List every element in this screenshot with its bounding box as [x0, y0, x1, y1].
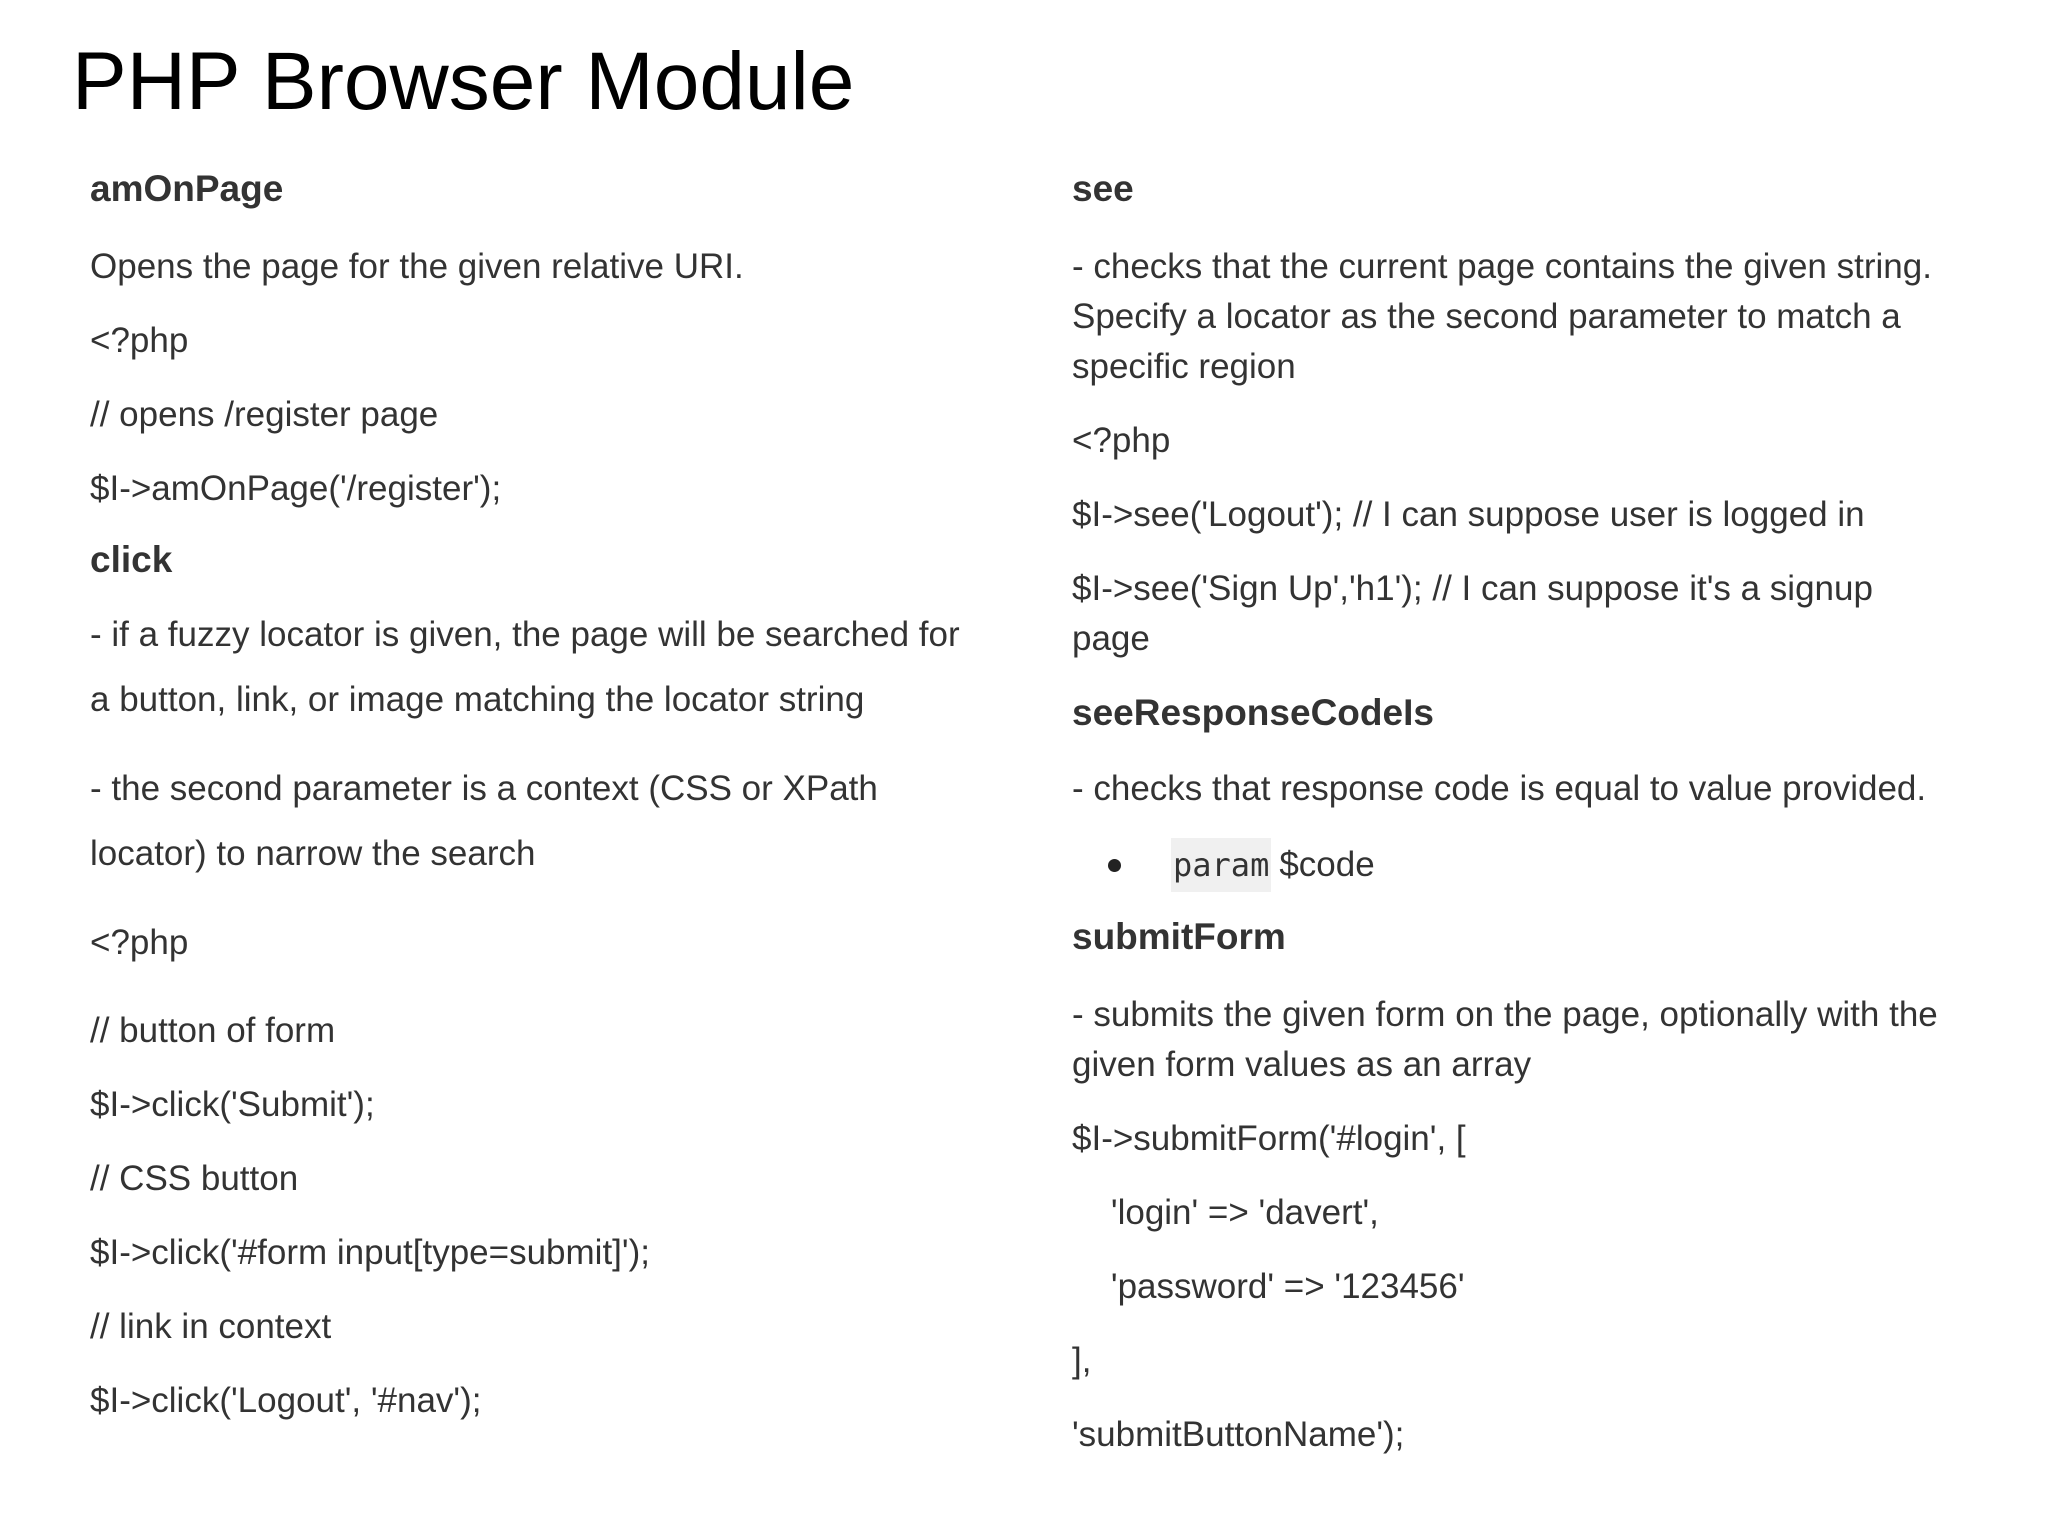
code-line: $I->see('Logout'); // I can suppose user is logged in	[1072, 495, 1865, 534]
code-line: $I->see('Sign Up','h1'); // I can suppose it's a signup	[1072, 569, 1873, 608]
code-line: <?php	[1072, 421, 1171, 460]
code-line: $I->submitForm('#login', [	[1072, 1119, 1466, 1158]
see-description-line: specific region	[1072, 347, 1296, 386]
code-line: 'password' => '123456'	[1072, 1267, 1465, 1306]
click-description-line: locator) to narrow the search	[90, 834, 536, 873]
code-line: 'submitButtonName');	[1072, 1415, 1405, 1454]
param-keyword: param	[1171, 838, 1271, 892]
section-heading-amonpage: amOnPage	[90, 168, 284, 209]
param-name: $code	[1279, 845, 1375, 884]
submitform-description-line: given form values as an array	[1072, 1045, 1532, 1084]
code-line: // link in context	[90, 1307, 332, 1346]
see-description-line: - checks that the current page contains the given string.	[1072, 247, 1932, 286]
page-title: PHP Browser Module	[72, 36, 855, 127]
code-line: <?php	[90, 923, 189, 962]
seeresponsecodeis-description: - checks that response code is equal to value provided.	[1072, 769, 1927, 808]
click-description-line: - if a fuzzy locator is given, the page will be searched for	[90, 615, 960, 654]
code-line: // opens /register page	[90, 395, 439, 434]
code-line: $I->click('Submit');	[90, 1085, 375, 1124]
code-line: 'login' => 'davert',	[1072, 1193, 1379, 1232]
code-line: $I->amOnPage('/register');	[90, 469, 502, 508]
see-description-line: Specify a locator as the second parameter to match a	[1072, 297, 1901, 336]
section-heading-seeresponsecodeis: seeResponseCodeIs	[1072, 692, 1434, 733]
section-heading-click: click	[90, 539, 173, 580]
code-line: <?php	[90, 321, 189, 360]
code-line: // CSS button	[90, 1159, 299, 1198]
code-line: page	[1072, 619, 1150, 658]
code-line: $I->click('#form input[type=submit]');	[90, 1233, 650, 1272]
param-list-item	[1108, 838, 1375, 892]
bullet-icon	[1108, 859, 1121, 872]
section-heading-see: see	[1072, 168, 1134, 209]
click-description-line: a button, link, or image matching the locator string	[90, 680, 865, 719]
section-heading-submitform: submitForm	[1072, 916, 1286, 957]
click-description-line: - the second parameter is a context (CSS or XPath	[90, 769, 878, 808]
code-line: ],	[1072, 1341, 1092, 1380]
submitform-description-line: - submits the given form on the page, optionally with the	[1072, 995, 1938, 1034]
code-line: $I->click('Logout', '#nav');	[90, 1381, 482, 1420]
amonpage-description: Opens the page for the given relative URI.	[90, 247, 744, 286]
code-line: // button of form	[90, 1011, 336, 1050]
